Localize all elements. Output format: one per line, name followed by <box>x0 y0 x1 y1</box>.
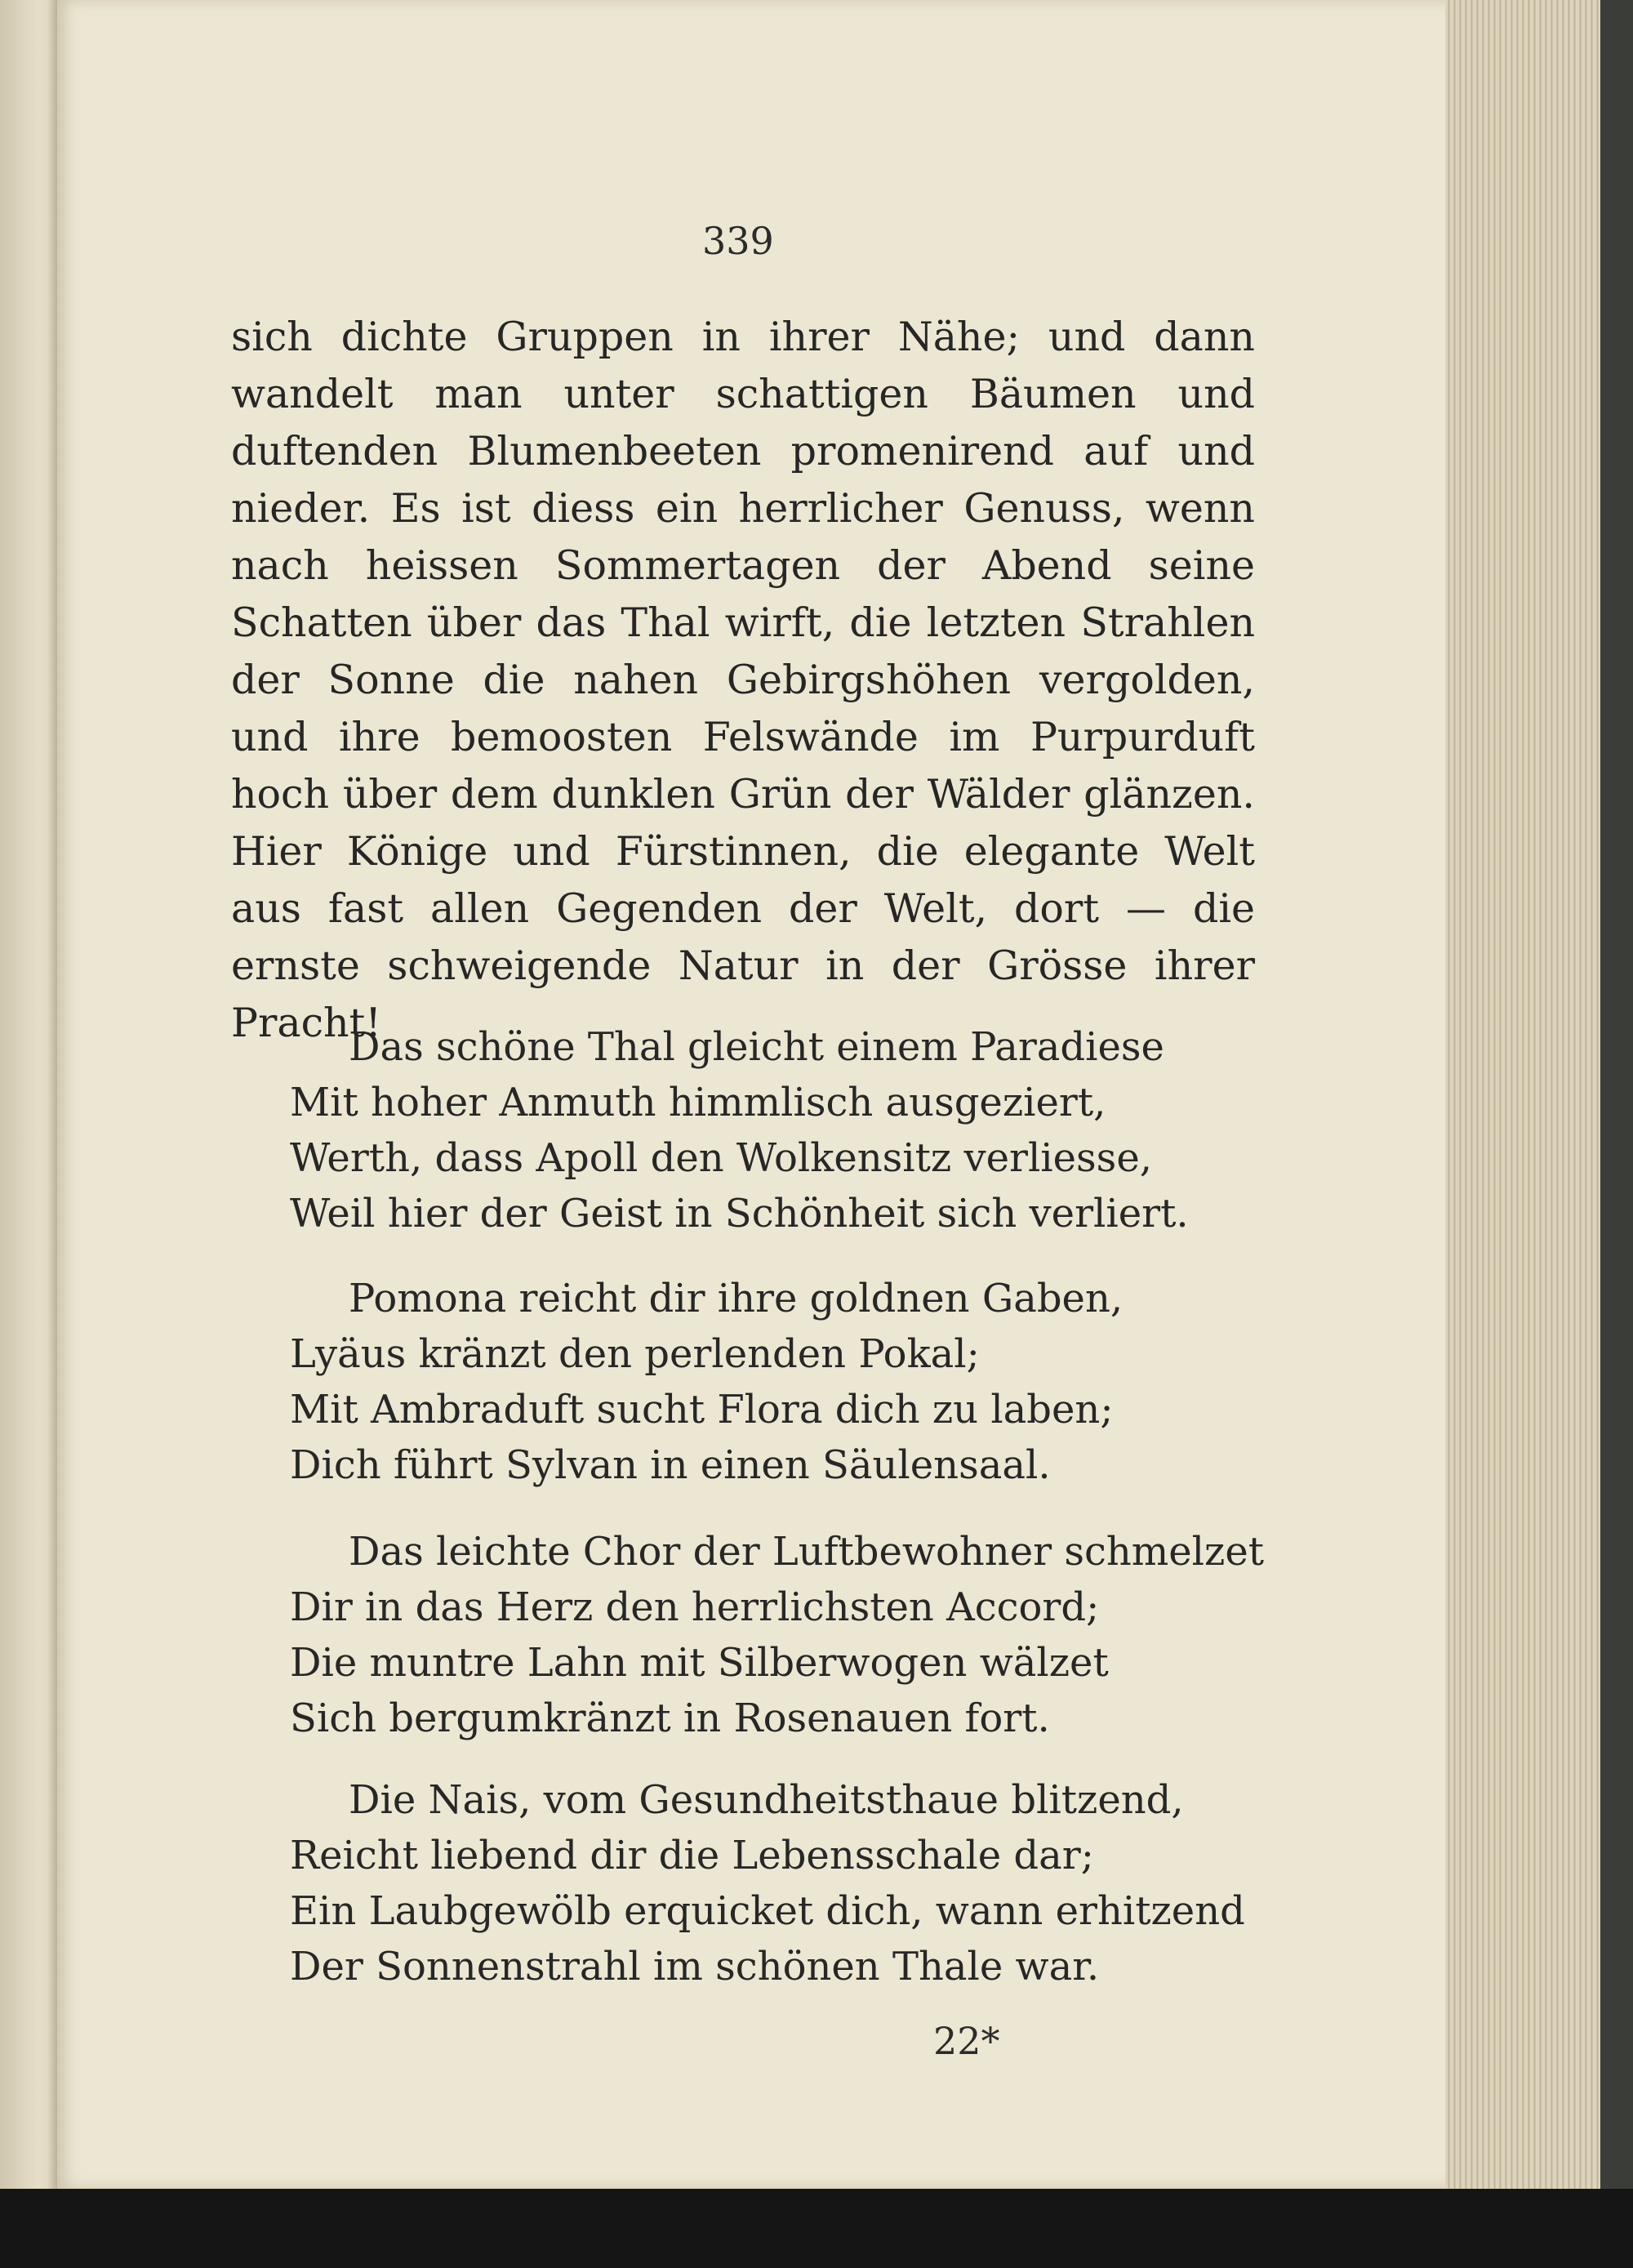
poem-line: Dich führt Sylvan in einen Säulensaal. <box>290 1442 1051 1488</box>
page-number: 339 <box>702 219 774 263</box>
poem-line: Mit Ambraduft sucht Flora dich zu laben; <box>290 1387 1114 1433</box>
prose-paragraph: sich dichte Gruppen in ihrer Nähe; und dann wandelt man unter schattigen Bäumen und duftenden Blumenbeeten promenirend auf und nieder. Es ist diess ein herrlicher Genuss, wenn nach heissen Sommertagen der Abend seine Schatten über das Thal wirft, die letzten Strahlen der Sonne die nahen Gebirgshöhen vergolden, und ihre bemoosten Felswände im Purpurduft hoch über dem dunklen Grün der Wälder glänzen. Hier Könige und Fürstinnen, die elegante Welt aus fast allen Gegenden der Welt, dort — die ernste schweigende Natur in der Grösse ihrer Pracht! <box>231 314 1255 1046</box>
poem-line: Sich bergumkränzt in Rosenauen fort. <box>290 1695 1050 1741</box>
poem-stanza-2 <box>290 1271 1123 1493</box>
poem-line: Pomona reicht dir ihre goldnen Gaben, <box>349 1276 1124 1321</box>
poem-line: Die Nais, vom Gesundheitsthaue blitzend, <box>349 1777 1184 1823</box>
background-strip <box>0 2189 1633 2268</box>
poem-stanza-1 <box>290 1019 1189 1241</box>
poem-line: Der Sonnenstrahl im schönen Thale war. <box>290 1944 1100 1990</box>
poem-line: Dir in das Herz den herrlichsten Accord; <box>290 1584 1100 1630</box>
poem-line: Werth, dass Apoll den Wolkensitz verliesse, <box>290 1135 1152 1181</box>
poem-line: Weil hier der Geist in Schönheit sich verliert. <box>290 1191 1189 1236</box>
poem-line: Die muntre Lahn mit Silberwogen wälzet <box>290 1640 1109 1686</box>
book-cover-edge <box>1600 0 1633 2268</box>
poem-line: Ein Laubgewölb erquicket dich, wann erhitzend <box>290 1888 1245 1934</box>
poem-line: Reicht liebend dir die Lebensschale dar; <box>290 1833 1094 1878</box>
poem-line: Mit hoher Anmuth himmlisch ausgeziert, <box>290 1080 1106 1125</box>
poem-stanza-4 <box>290 1772 1245 1994</box>
poem-line: Lyäus kränzt den perlenden Pokal; <box>290 1331 980 1377</box>
poem-line: Das leichte Chor der Luftbewohner schmelzet <box>349 1529 1265 1575</box>
page-fore-edge <box>1445 0 1603 2189</box>
poem-line: Das schöne Thal gleicht einem Paradiese <box>349 1024 1164 1070</box>
poem-stanza-3 <box>290 1524 1264 1746</box>
signature-mark: 22* <box>933 2019 1000 2063</box>
